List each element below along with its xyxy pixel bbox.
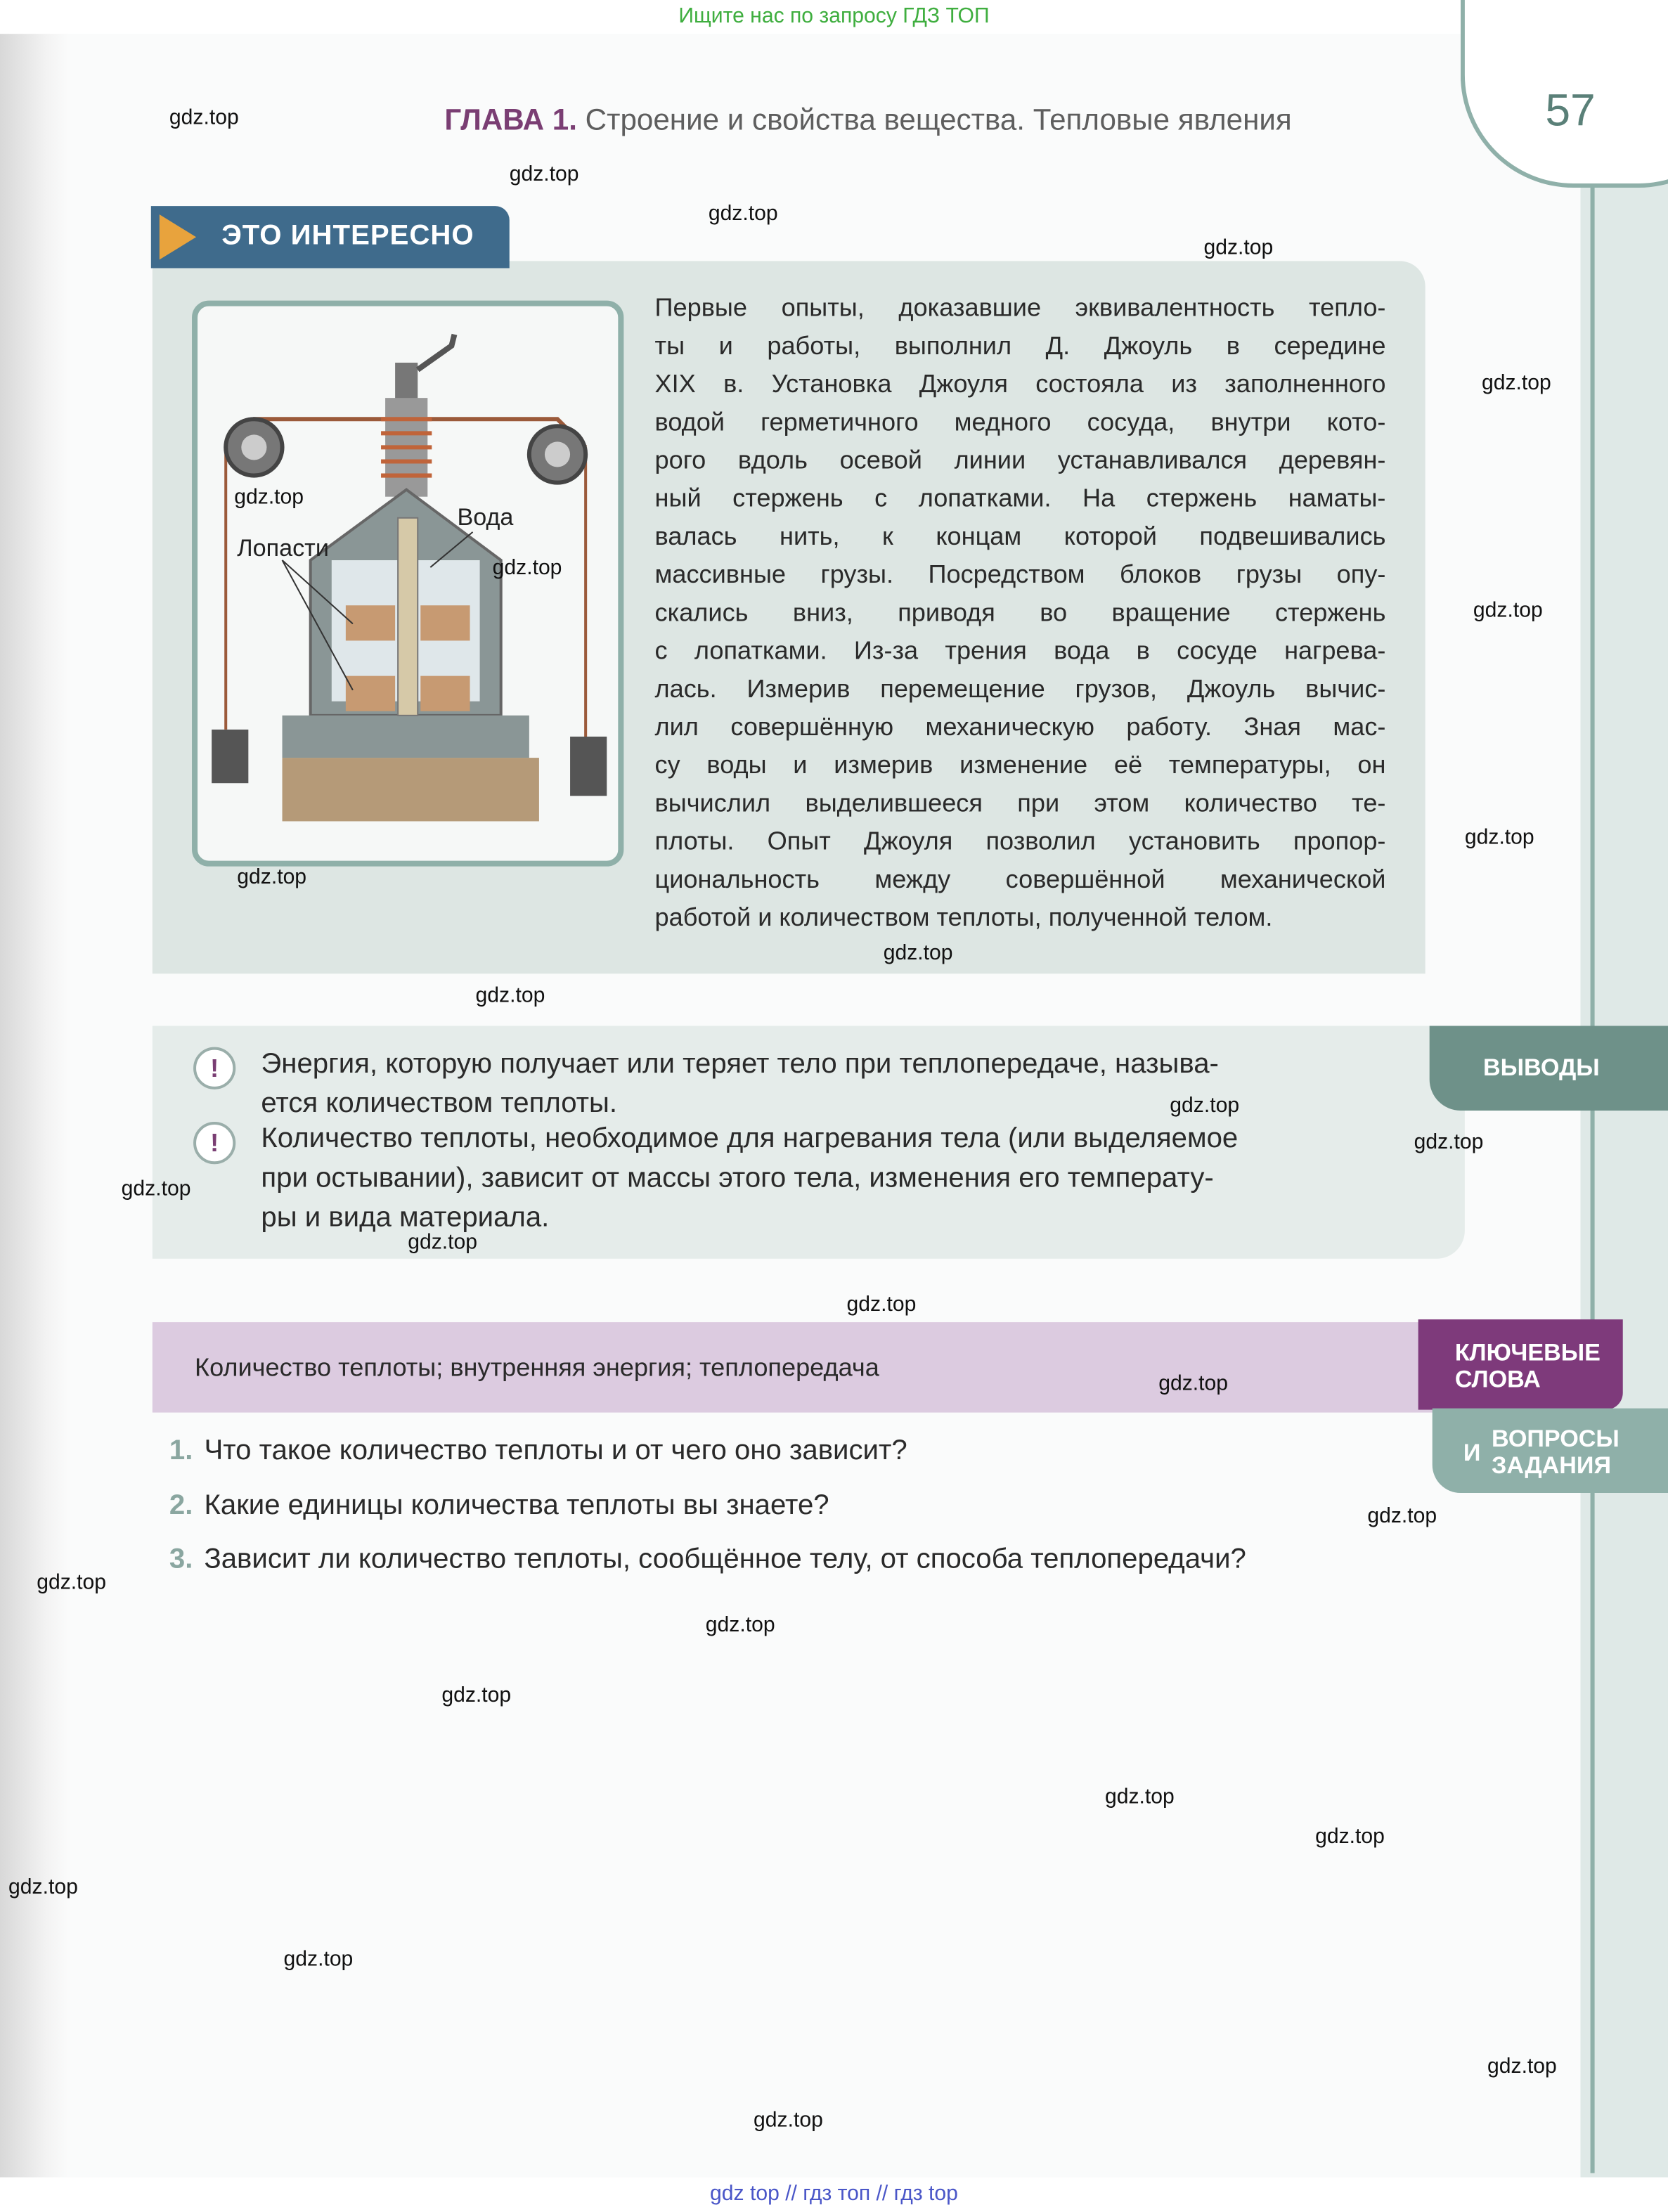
top-banner[interactable]: Ищите нас по запросу ГДЗ ТОП [0,0,1668,34]
question-item [169,1490,829,1522]
conclusion-line: ется количеством теплоты. [261,1087,618,1120]
joule-apparatus-illustration [198,306,618,861]
watermark: gdz.top [1170,1093,1240,1118]
text-line: массивные грузы. Посредством блоков грузы опу- [654,560,1386,589]
text-line: ный стержень с лопатками. На стержень наматы- [654,484,1386,512]
questions-tab-and: И [1463,1439,1481,1466]
watermark: gdz.top [754,2108,823,2133]
text-line: работой и количеством теплоты, полученной телом. [654,903,1273,932]
conclusion-line: Энергия, которую получает или теряет тело при теплопередаче, называ- [261,1048,1219,1080]
question-text: Что такое количество теплоты и от чего оно зависит? [204,1435,907,1466]
watermark: gdz.top [121,1177,191,1201]
question-text: Зависит ли количество теплоты, сообщённое телу, от способа теплопередачи? [204,1544,1246,1575]
watermark: gdz.top [8,1875,78,1900]
watermark: gdz.top [846,1292,917,1317]
keywords-tab-line: КЛЮЧЕВЫЕ [1454,1339,1601,1366]
watermark: gdz.top [408,1230,478,1255]
joule-apparatus-figure [192,301,623,867]
watermark: gdz.top [37,1570,107,1595]
watermark: gdz.top [1473,598,1543,623]
watermark: gdz.top [1203,235,1274,260]
conclusion-line: при остывании), зависит от массы этого тела, изменения его температу- [261,1163,1214,1194]
watermark: gdz.top [509,162,579,187]
text-line: Первые опыты, доказавшие эквивалентность тепло- [654,293,1386,322]
exclamation-icon: ! [193,1047,235,1089]
margin-line [1591,169,1595,2173]
text-line: вычислил выделившееся при этом количество те- [654,789,1386,817]
chapter-header [444,105,1291,138]
book-spine [0,34,67,2178]
text-line: лась. Измерив перемещение грузов, Джоуль вычис- [654,674,1386,703]
questions-tab-line: ЗАДАНИЯ [1492,1451,1612,1479]
watermark: gdz.top [1158,1371,1229,1396]
watermark: gdz.top [475,983,545,1008]
watermark: gdz.top [237,865,307,889]
text-line: лил совершённую механическую работу. Зная мас- [654,712,1386,741]
chapter-label: ГЛАВА 1. [444,104,577,137]
page-number: 57 [1545,84,1596,136]
watermark: gdz.top [283,1947,354,1972]
conclusions-tab-label: ВЫВОДЫ [1482,1054,1600,1081]
text-line: циональность между совершённой механической [654,865,1386,893]
interesting-tag [151,206,510,268]
watermark: gdz.top [1414,1130,1484,1155]
text-line: валась нить, к концам которой подвешивались [654,522,1386,550]
watermark: gdz.top [883,941,953,966]
keywords-tab-line: СЛОВА [1454,1366,1541,1393]
question-item [169,1544,1246,1576]
keywords-bar [153,1322,1437,1412]
text-line: рого вдоль осевой линии устанавливался деревян- [654,446,1386,474]
question-number: 3. [169,1544,193,1575]
questions-tab [1433,1409,1668,1493]
text-line: XIX в. Установка Джоуля состояла из заполненного [654,369,1386,399]
watermark: gdz.top [1481,370,1551,396]
question-number: 1. [169,1435,193,1466]
label-water: Вода [457,503,514,531]
question-text: Какие единицы количества теплоты вы знаете? [204,1490,829,1522]
watermark: gdz.top [492,555,562,581]
watermark: gdz.top [169,105,239,130]
interesting-tag-label: ЭТО ИНТЕРЕСНО [221,220,474,252]
watermark: gdz.top [1487,2055,1557,2079]
play-arrow-icon [160,214,196,259]
watermark: gdz.top [1315,1824,1385,1849]
question-item [169,1435,907,1468]
text-line: скались вниз, приводя во вращение стержень [654,598,1386,627]
watermark: gdz.top [1367,1504,1437,1529]
watermark: gdz.top [1464,825,1534,850]
watermark: gdz.top [1104,1785,1175,1809]
conclusion-line: ры и вида материала. [261,1202,550,1234]
interesting-text [655,290,1386,937]
keywords-tab [1418,1319,1623,1409]
text-line: с лопатками. Из-за трения вода в сосуде нагрева- [654,636,1386,665]
watermark: gdz.top [441,1683,512,1708]
conclusion-line: Количество теплоты, необходимое для нагревания тела (или выделяемое [261,1123,1239,1155]
watermark: gdz.top [705,1612,775,1637]
label-blades: Лопасти [237,534,329,562]
text-line: водой герметичного медного сосуда, внутри кото- [654,408,1386,436]
watermark: gdz.top [708,202,778,226]
conclusions-tab [1430,1026,1668,1111]
questions-tab-line: ВОПРОСЫ [1492,1425,1619,1452]
text-line: ты и работы, выполнил Д. Джоуль в середине [654,331,1386,360]
question-number: 2. [169,1490,193,1522]
watermark: gdz.top [234,485,304,510]
conclusion-item [193,1119,1421,1238]
keywords-text: Количество теплоты; внутренняя энергия; теплопередача [195,1353,879,1382]
text-line: плоты. Опыт Джоуля позволил установить пропор- [654,827,1386,855]
exclamation-icon: ! [193,1122,235,1164]
chapter-title: Строение и свойства вещества. Тепловые явления [585,104,1292,137]
text-line: су воды и измерив изменение её температуры, он [654,751,1386,780]
bottom-banner[interactable]: gdz top // гдз топ // гдз top [0,2178,1668,2211]
